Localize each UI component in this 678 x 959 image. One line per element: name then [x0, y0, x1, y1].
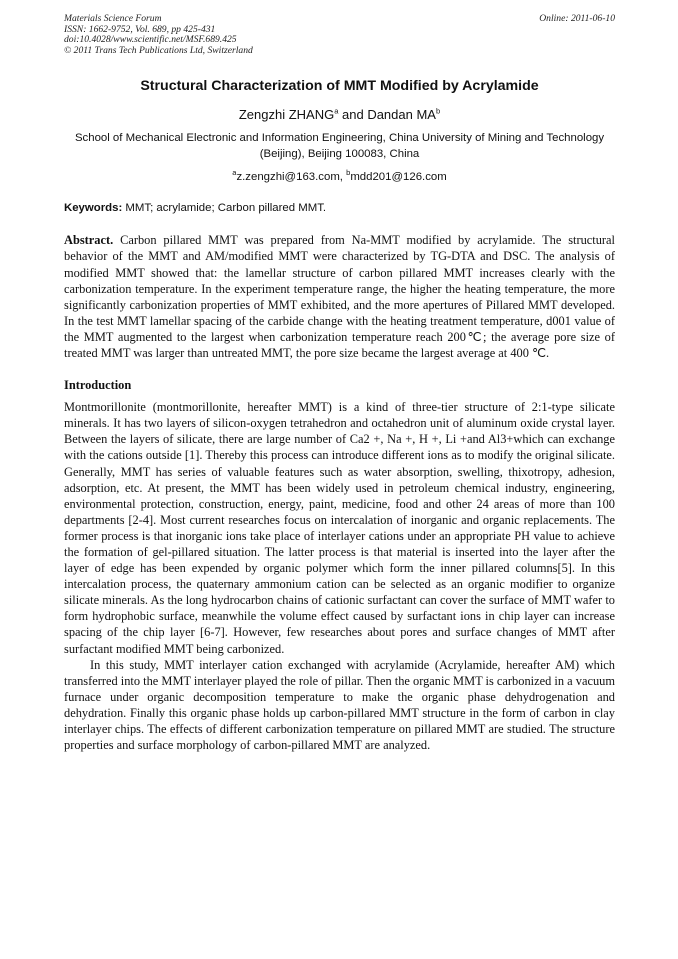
paper-title: Structural Characterization of MMT Modified by Acrylamide	[140, 78, 539, 95]
keywords	[64, 200, 615, 216]
doi-line: doi:10.4028/www.scientific.net/MSF.689.425	[64, 34, 237, 46]
author-1-sup: a	[334, 107, 339, 117]
author-1: Zengzhi ZHANG	[238, 107, 335, 123]
introduction-paragraph-1: Montmorillonite (montmorillonite, hereafter MMT) is a kind of three-tier structure of 2:1-type silicate minerals. It has two layers of silicon-oxygen tetrahedron and octahedron unit of aluminum oxide crystal layer. Between the layers of silicate, there are large number of Ca2 +, Na +, H +, Li +and Al3+which can exchange with the cations outside [1]. Thereby this process can introduce different ions as to modify the original silicate. Generally, MMT has series of valuable features such as water absorption, swelling, thixotropy, adhesion, adsorption, etc. At present, the MMT has been widely used in petroleum chemical industry, engineering, environmental protection, construction, energy, paint, medicine, food and other 24 areas of more than 100 departments [2-4]. Most current researches focus on intercalation of inorganic and organic replacements. The former process is that inorganic ions take place of interlayer cations under an appropriate PH value to achieve the formation of gel-pillared situation. The latter process is that material is inserted into the layer after the layer of edge has been expended by organic polymer which form the inner pillared columns[5]. In this intercalation process, the quaternary ammonium cation can be selected as an organic modifier to organize silicate minerals. As the long hydrocarbon chains of cationic surfactant can cover the surface of MMT wafer to form hydrophobic surface, meanwhile the volume effect caused by surfactant ions in chip layer can increase spacing of the chip layer [6-7]. However, few researches about pores and surface changes of MMT after surfactant modified MMT being carbonized.	[64, 400, 615, 656]
paper-page	[64, 14, 615, 753]
copyright-line: © 2011 Trans Tech Publications Ltd, Switzerland	[64, 44, 253, 56]
email-a: z.zengzhi@163.com,	[236, 171, 347, 184]
abstract-label: Abstract.	[64, 233, 114, 248]
author-2: Dandan MA	[367, 107, 436, 123]
author-2-sup: b	[435, 107, 441, 117]
online-date: Online: 2011-06-10	[539, 13, 615, 24]
email-b-sup: b	[346, 168, 351, 178]
abstract-text: Carbon pillared MMT was prepared from Na-MMT modified by acrylamide. The structural behavior of the MMT and AM/modified MMT were characterized by TG-DTA and DSC. The analysis of modified MMT showed that: the lamellar structure of carbon pillared MMT increases clearly with the carbonization temperature. In the experiment temperature range, the higher the heating temperature, the more significantly carbonization properties of MMT exhibited, and the more apertures of Pillared MMT developed. In the test MMT lamellar spacing of the carbide change with the heating treatment temperature, d001 value of the MMT augmented to the largest when carbonization temperature reach 200℃; the average pore size of treated MMT was larger than untreated MMT, the pore size became the largest average at 400 ℃.	[64, 233, 615, 361]
keywords-label: Keywords:	[64, 202, 123, 215]
email-b: mdd201@126.com	[350, 171, 447, 184]
introduction-paragraph-2: In this study, MMT interlayer cation exchanged with acrylamide (Acrylamide, hereafter AM) which transferred into the MMT interlayer played the role of pillar. Then the organic MMT is carbonized in a vacuum furnace under organic decomposition temperature to make the organic phase dehydrogenation and dehydration. Finally this organic phase holds up carbon-pillared MMT structure in the form of carbon in clay interlayer chips. The effects of different carbonization temperature on pillared MMT are studied. The structure properties and surface morphology of carbon-pillared MMT are analyzed.	[64, 657, 615, 753]
abstract	[64, 232, 615, 361]
email-a-sup: a	[232, 168, 237, 178]
issn-line: ISSN: 1662-9752, Vol. 689, pp 425-431	[64, 23, 216, 35]
introduction-heading: Introduction	[64, 378, 132, 393]
author-and: and	[338, 107, 368, 123]
keywords-text: MMT; acrylamide; Carbon pillared MMT.	[122, 202, 327, 215]
author-line	[64, 106, 615, 123]
journal-header	[64, 14, 615, 56]
journal-name: Materials Science Forum	[64, 13, 162, 24]
affiliation: School of Mechanical Electronic and Information Engineering, China University of Mining and Technology (Beijing), Beijing 100083, China	[74, 132, 605, 161]
email-line	[64, 169, 615, 185]
